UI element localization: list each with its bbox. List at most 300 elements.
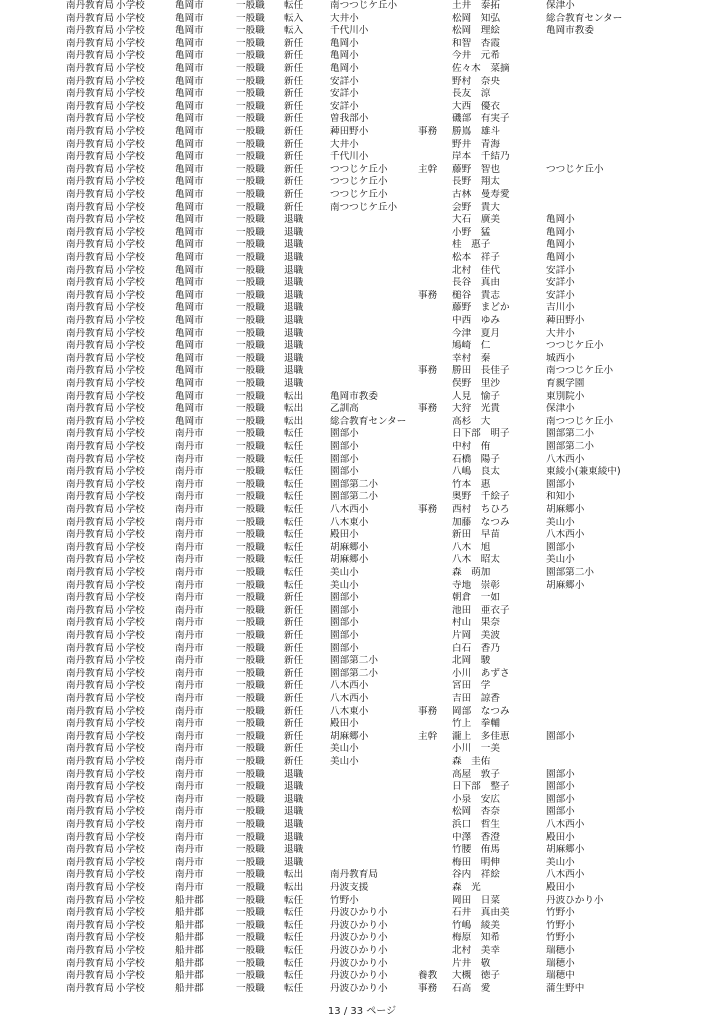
previous-school-cell: 竹野小 — [546, 907, 575, 919]
office-cell: 南丹教育局 — [66, 781, 114, 793]
office-cell: 南丹教育局 — [66, 617, 114, 629]
office-cell: 南丹教育局 — [66, 630, 114, 641]
school-cell: 美山小 — [330, 743, 359, 755]
job-type-cell: 一般職 — [236, 554, 265, 566]
school-cell: 八木西小 — [330, 693, 369, 704]
change-type-cell: 転任 — [284, 441, 304, 452]
municipality-cell: 亀岡市 — [175, 390, 204, 402]
person-name-cell: 白石 香乃 — [452, 642, 500, 654]
table-row — [0, 970, 724, 983]
job-type-cell: 一般職 — [236, 365, 265, 377]
table-row — [0, 844, 724, 857]
person-name-cell: 鳩崎 仁 — [452, 340, 491, 352]
previous-school-cell: 美山小 — [546, 516, 575, 528]
school-cell: 園部小 — [330, 604, 359, 616]
office-cell: 南丹教育局 — [66, 705, 114, 717]
school-cell: 南丹教育局 — [330, 869, 378, 881]
change-type-cell: 新任 — [284, 705, 304, 717]
person-name-cell: 奥野 千絵子 — [452, 491, 510, 503]
school-cell: 園部第二小 — [330, 491, 378, 503]
office-cell: 南丹教育局 — [66, 982, 114, 994]
school-type-cell: 小学校 — [116, 970, 145, 982]
previous-school-cell: 総合教育センター — [546, 12, 623, 24]
municipality-cell: 南丹市 — [175, 642, 204, 654]
job-type-cell: 一般職 — [236, 12, 265, 24]
person-name-cell: 長野 翔太 — [452, 176, 500, 188]
office-cell: 南丹教育局 — [66, 441, 114, 452]
change-type-cell: 新任 — [284, 163, 304, 175]
office-cell: 南丹教育局 — [66, 529, 114, 541]
municipality-cell: 亀岡市 — [175, 176, 204, 188]
job-type-cell: 一般職 — [236, 504, 265, 515]
school-type-cell: 小学校 — [116, 88, 145, 100]
municipality-cell: 南丹市 — [175, 856, 204, 868]
change-type-cell: 退職 — [284, 365, 304, 377]
person-name-cell: 長友 涼 — [452, 88, 491, 100]
municipality-cell: 船井郡 — [175, 907, 204, 919]
job-type-cell: 一般職 — [236, 37, 265, 49]
previous-school-cell: 南つつじケ丘小 — [546, 365, 614, 377]
table-row — [0, 655, 724, 668]
person-name-cell: 中澤 香澄 — [452, 831, 500, 843]
school-cell: 安詳小 — [330, 75, 359, 87]
school-type-cell: 小学校 — [116, 554, 145, 566]
change-type-cell: 退職 — [284, 781, 304, 793]
municipality-cell: 南丹市 — [175, 554, 204, 566]
change-type-cell: 転任 — [284, 453, 304, 465]
table-row — [0, 428, 724, 441]
table-row — [0, 945, 724, 958]
change-type-cell: 退職 — [284, 264, 304, 276]
office-cell: 南丹教育局 — [66, 302, 114, 314]
municipality-cell: 南丹市 — [175, 743, 204, 755]
table-row — [0, 378, 724, 391]
job-type-cell: 一般職 — [236, 642, 265, 654]
municipality-cell: 船井郡 — [175, 970, 204, 982]
table-row — [0, 13, 724, 26]
school-cell: 胡麻郷小 — [330, 730, 369, 742]
job-type-cell: 一般職 — [236, 415, 265, 427]
table-row — [0, 983, 724, 996]
school-type-cell: 小学校 — [116, 378, 145, 389]
change-type-cell: 転任 — [284, 567, 304, 578]
municipality-cell: 船井郡 — [175, 919, 204, 931]
office-cell: 南丹教育局 — [66, 919, 114, 931]
school-cell: 八木東小 — [330, 516, 369, 528]
school-type-cell: 小学校 — [116, 730, 145, 742]
table-row — [0, 932, 724, 945]
job-type-cell: 一般職 — [236, 378, 265, 389]
office-cell: 南丹教育局 — [66, 579, 114, 591]
municipality-cell: 南丹市 — [175, 819, 204, 830]
school-type-cell: 小学校 — [116, 214, 145, 226]
school-cell: 丹波支援 — [330, 882, 369, 893]
change-type-cell: 新任 — [284, 693, 304, 704]
job-type-cell: 一般職 — [236, 882, 265, 893]
municipality-cell: 南丹市 — [175, 529, 204, 541]
table-row — [0, 227, 724, 240]
office-cell: 南丹教育局 — [66, 554, 114, 566]
previous-school-cell: 園部小 — [546, 781, 575, 793]
office-cell: 南丹教育局 — [66, 768, 114, 780]
table-row — [0, 693, 724, 706]
previous-school-cell: 亀岡市教委 — [546, 25, 594, 37]
school-type-cell: 小学校 — [116, 882, 145, 893]
job-type-cell: 一般職 — [236, 176, 265, 188]
municipality-cell: 亀岡市 — [175, 201, 204, 213]
person-name-cell: 古林 曼寿愛 — [452, 189, 510, 200]
job-type-cell: 一般職 — [236, 403, 265, 415]
school-type-cell: 小学校 — [116, 50, 145, 62]
change-type-cell: 新任 — [284, 100, 304, 112]
change-type-cell: 新任 — [284, 604, 304, 616]
school-type-cell: 小学校 — [116, 642, 145, 654]
change-type-cell: 転出 — [284, 882, 304, 893]
page-number: 13 / 33 ページ — [327, 1006, 397, 1017]
job-type-cell: 一般職 — [236, 667, 265, 679]
school-type-cell: 小学校 — [116, 617, 145, 629]
school-type-cell: 小学校 — [116, 302, 145, 314]
change-type-cell: 転任 — [284, 932, 304, 944]
change-type-cell: 退職 — [284, 844, 304, 856]
previous-school-cell: 安詳小 — [546, 289, 575, 301]
change-type-cell: 転任 — [284, 504, 304, 515]
table-row — [0, 25, 724, 38]
person-name-cell: 浜口 哲生 — [452, 819, 500, 830]
job-type-cell: 一般職 — [236, 869, 265, 881]
school-type-cell: 小学校 — [116, 25, 145, 37]
change-type-cell: 転任 — [284, 478, 304, 490]
person-name-cell: 石高 愛 — [452, 982, 491, 994]
office-cell: 南丹教育局 — [66, 214, 114, 226]
municipality-cell: 南丹市 — [175, 541, 204, 553]
table-row — [0, 832, 724, 845]
person-name-cell: 竹嶋 綾美 — [452, 919, 500, 931]
change-type-cell: 転任 — [284, 945, 304, 956]
person-name-cell: 森 光 — [452, 882, 481, 893]
office-cell: 南丹教育局 — [66, 466, 114, 478]
person-name-cell: 朝倉 一如 — [452, 592, 500, 604]
school-type-cell: 小学校 — [116, 567, 145, 578]
person-name-cell: 今津 夏月 — [452, 327, 500, 339]
job-type-cell: 一般職 — [236, 277, 265, 289]
change-type-cell: 新任 — [284, 655, 304, 667]
job-type-cell: 一般職 — [236, 945, 265, 956]
table-row — [0, 76, 724, 89]
job-type-cell: 一般職 — [236, 340, 265, 352]
person-name-cell: 北村 美幸 — [452, 945, 500, 956]
office-cell: 南丹教育局 — [66, 478, 114, 490]
change-type-cell: 新任 — [284, 37, 304, 49]
person-name-cell: 野井 青海 — [452, 138, 500, 150]
school-type-cell: 小学校 — [116, 37, 145, 49]
office-cell: 南丹教育局 — [66, 378, 114, 389]
municipality-cell: 亀岡市 — [175, 126, 204, 137]
change-type-cell: 新任 — [284, 201, 304, 213]
school-type-cell: 小学校 — [116, 806, 145, 818]
job-type-cell: 一般職 — [236, 907, 265, 919]
school-cell: 園部小 — [330, 592, 359, 604]
person-name-cell: 西村 ちひろ — [452, 504, 510, 515]
job-type-cell: 一般職 — [236, 453, 265, 465]
school-cell: 美山小 — [330, 567, 359, 578]
job-type-cell: 一般職 — [236, 856, 265, 868]
school-cell: 園部第二小 — [330, 667, 378, 679]
previous-school-cell: 殿田小 — [546, 882, 575, 893]
change-type-cell: 退職 — [284, 214, 304, 226]
office-cell: 南丹教育局 — [66, 163, 114, 175]
school-type-cell: 小学校 — [116, 957, 145, 969]
office-cell: 南丹教育局 — [66, 516, 114, 528]
job-type-cell: 一般職 — [236, 88, 265, 100]
previous-school-cell: 大井小 — [546, 327, 575, 339]
school-cell: 南つつじケ丘小 — [330, 0, 398, 11]
office-cell: 南丹教育局 — [66, 138, 114, 150]
office-cell: 南丹教育局 — [66, 327, 114, 339]
person-name-cell: 吉田 諒香 — [452, 693, 500, 704]
job-type-cell: 一般職 — [236, 617, 265, 629]
table-row — [0, 643, 724, 656]
previous-school-cell: 和知小 — [546, 491, 575, 503]
job-type-cell: 一般職 — [236, 189, 265, 200]
municipality-cell: 亀岡市 — [175, 25, 204, 37]
person-name-cell: 八木 旭 — [452, 541, 491, 553]
table-row — [0, 239, 724, 252]
office-cell: 南丹教育局 — [66, 718, 114, 730]
position-cell: 事務 — [418, 982, 438, 994]
municipality-cell: 南丹市 — [175, 693, 204, 704]
table-row — [0, 630, 724, 643]
table-row — [0, 214, 724, 227]
municipality-cell: 南丹市 — [175, 592, 204, 604]
person-name-cell: 藤野 まどか — [452, 302, 510, 314]
position-cell: 事務 — [418, 126, 438, 137]
school-type-cell: 小学校 — [116, 226, 145, 238]
municipality-cell: 亀岡市 — [175, 100, 204, 112]
office-cell: 南丹教育局 — [66, 970, 114, 982]
person-name-cell: 大西 優衣 — [452, 100, 500, 112]
school-type-cell: 小学校 — [116, 252, 145, 263]
person-name-cell: 森 圭佑 — [452, 756, 491, 767]
person-name-cell: 小泉 安広 — [452, 793, 500, 805]
school-type-cell: 小学校 — [116, 75, 145, 87]
job-type-cell: 一般職 — [236, 226, 265, 238]
municipality-cell: 南丹市 — [175, 441, 204, 452]
school-type-cell: 小学校 — [116, 390, 145, 402]
position-cell: 主幹 — [418, 163, 438, 175]
school-type-cell: 小学校 — [116, 932, 145, 944]
person-name-cell: 俣野 里沙 — [452, 378, 500, 389]
change-type-cell: 新任 — [284, 667, 304, 679]
table-row — [0, 202, 724, 215]
change-type-cell: 退職 — [284, 302, 304, 314]
job-type-cell: 一般職 — [236, 781, 265, 793]
office-cell: 南丹教育局 — [66, 126, 114, 137]
change-type-cell: 退職 — [284, 806, 304, 818]
change-type-cell: 転任 — [284, 982, 304, 994]
table-row — [0, 252, 724, 265]
municipality-cell: 亀岡市 — [175, 189, 204, 200]
school-cell: 八木西小 — [330, 680, 369, 692]
person-name-cell: 大槻 徳子 — [452, 970, 500, 982]
table-row — [0, 454, 724, 467]
change-type-cell: 退職 — [284, 340, 304, 352]
office-cell: 南丹教育局 — [66, 277, 114, 289]
previous-school-cell: 瑞穂小 — [546, 945, 575, 956]
job-type-cell: 一般職 — [236, 932, 265, 944]
job-type-cell: 一般職 — [236, 315, 265, 326]
school-type-cell: 小学校 — [116, 844, 145, 856]
person-name-cell: 中西 ゆみ — [452, 315, 500, 326]
person-name-cell: 竹本 惠 — [452, 478, 491, 490]
school-cell: 総合教育センター — [330, 415, 407, 427]
job-type-cell: 一般職 — [236, 25, 265, 37]
position-cell: 事務 — [418, 504, 438, 515]
table-row — [0, 50, 724, 63]
previous-school-cell: 園部小 — [546, 793, 575, 805]
school-type-cell: 小学校 — [116, 315, 145, 326]
school-type-cell: 小学校 — [116, 441, 145, 452]
change-type-cell: 転任 — [284, 579, 304, 591]
change-type-cell: 新任 — [284, 680, 304, 692]
office-cell: 南丹教育局 — [66, 957, 114, 969]
school-cell: 胡麻郷小 — [330, 541, 369, 553]
school-cell: 園部小 — [330, 642, 359, 654]
job-type-cell: 一般職 — [236, 730, 265, 742]
previous-school-cell: 園部第二小 — [546, 441, 594, 452]
table-row — [0, 794, 724, 807]
previous-school-cell: つつじケ丘小 — [546, 340, 604, 352]
municipality-cell: 南丹市 — [175, 781, 204, 793]
municipality-cell: 南丹市 — [175, 831, 204, 843]
previous-school-cell: 安詳小 — [546, 264, 575, 276]
previous-school-cell: 園部小 — [546, 806, 575, 818]
office-cell: 南丹教育局 — [66, 189, 114, 200]
office-cell: 南丹教育局 — [66, 592, 114, 604]
municipality-cell: 亀岡市 — [175, 214, 204, 226]
change-type-cell: 新任 — [284, 718, 304, 730]
municipality-cell: 亀岡市 — [175, 352, 204, 364]
job-type-cell: 一般職 — [236, 50, 265, 62]
change-type-cell: 転任 — [284, 554, 304, 566]
job-type-cell: 一般職 — [236, 428, 265, 440]
office-cell: 南丹教育局 — [66, 844, 114, 856]
office-cell: 南丹教育局 — [66, 390, 114, 402]
school-type-cell: 小学校 — [116, 0, 145, 11]
job-type-cell: 一般職 — [236, 919, 265, 931]
previous-school-cell: 美山小 — [546, 856, 575, 868]
school-type-cell: 小学校 — [116, 201, 145, 213]
person-name-cell: 松岡 知弘 — [452, 12, 500, 24]
school-type-cell: 小学校 — [116, 541, 145, 553]
job-type-cell: 一般職 — [236, 819, 265, 830]
person-name-cell: 小野 猛 — [452, 226, 491, 238]
table-row — [0, 680, 724, 693]
person-name-cell: 勝田 長佳子 — [452, 365, 510, 377]
change-type-cell: 転任 — [284, 428, 304, 440]
office-cell: 南丹教育局 — [66, 819, 114, 830]
job-type-cell: 一般職 — [236, 441, 265, 452]
school-type-cell: 小学校 — [116, 604, 145, 616]
office-cell: 南丹教育局 — [66, 667, 114, 679]
municipality-cell: 亀岡市 — [175, 0, 204, 11]
change-type-cell: 退職 — [284, 277, 304, 289]
person-name-cell: 瀧上 多佳恵 — [452, 730, 510, 742]
table-row — [0, 756, 724, 769]
change-type-cell: 新任 — [284, 189, 304, 200]
municipality-cell: 亀岡市 — [175, 163, 204, 175]
municipality-cell: 南丹市 — [175, 516, 204, 528]
table-row — [0, 403, 724, 416]
change-type-cell: 退職 — [284, 327, 304, 339]
table-row — [0, 391, 724, 404]
previous-school-cell: 亀岡小 — [546, 239, 575, 251]
municipality-cell: 南丹市 — [175, 756, 204, 767]
job-type-cell: 一般職 — [236, 894, 265, 906]
table-row — [0, 441, 724, 454]
table-row — [0, 920, 724, 933]
office-cell: 南丹教育局 — [66, 176, 114, 188]
person-name-cell: 和智 杏霞 — [452, 37, 500, 49]
previous-school-cell: 胡麻郷小 — [546, 504, 585, 515]
job-type-cell: 一般職 — [236, 756, 265, 767]
school-cell: つつじケ丘小 — [330, 189, 388, 200]
school-cell: 殿田小 — [330, 529, 359, 541]
municipality-cell: 亀岡市 — [175, 50, 204, 62]
school-cell: 南つつじケ丘小 — [330, 201, 398, 213]
job-type-cell: 一般職 — [236, 138, 265, 150]
job-type-cell: 一般職 — [236, 302, 265, 314]
job-type-cell: 一般職 — [236, 579, 265, 591]
change-type-cell: 転入 — [284, 12, 304, 24]
municipality-cell: 亀岡市 — [175, 12, 204, 24]
job-type-cell: 一般職 — [236, 113, 265, 125]
job-type-cell: 一般職 — [236, 567, 265, 578]
municipality-cell: 南丹市 — [175, 844, 204, 856]
previous-school-cell: 胡麻郷小 — [546, 844, 585, 856]
person-name-cell: 今井 元希 — [452, 50, 500, 62]
person-name-cell: 石井 真由美 — [452, 907, 510, 919]
municipality-cell: 亀岡市 — [175, 252, 204, 263]
change-type-cell: 退職 — [284, 378, 304, 389]
school-type-cell: 小学校 — [116, 516, 145, 528]
previous-school-cell: 南つつじケ丘小 — [546, 415, 614, 427]
change-type-cell: 転任 — [284, 541, 304, 553]
job-type-cell: 一般職 — [236, 957, 265, 969]
table-row — [0, 290, 724, 303]
job-type-cell: 一般職 — [236, 604, 265, 616]
person-name-cell: 中村 侑 — [452, 441, 491, 452]
person-name-cell: 日下部 整子 — [452, 781, 510, 793]
person-name-cell: 宮田 学 — [452, 680, 491, 692]
job-type-cell: 一般職 — [236, 201, 265, 213]
table-row — [0, 743, 724, 756]
school-type-cell: 小学校 — [116, 819, 145, 830]
school-cell: 園部小 — [330, 441, 359, 452]
table-row — [0, 88, 724, 101]
school-type-cell: 小学校 — [116, 63, 145, 74]
change-type-cell: 退職 — [284, 289, 304, 301]
table-row — [0, 718, 724, 731]
change-type-cell: 転出 — [284, 415, 304, 427]
office-cell: 南丹教育局 — [66, 680, 114, 692]
previous-school-cell: 八木西小 — [546, 529, 585, 541]
school-cell: 丹波ひかり小 — [330, 907, 388, 919]
office-cell: 南丹教育局 — [66, 907, 114, 919]
job-type-cell: 一般職 — [236, 705, 265, 717]
job-type-cell: 一般職 — [236, 680, 265, 692]
school-type-cell: 小学校 — [116, 856, 145, 868]
